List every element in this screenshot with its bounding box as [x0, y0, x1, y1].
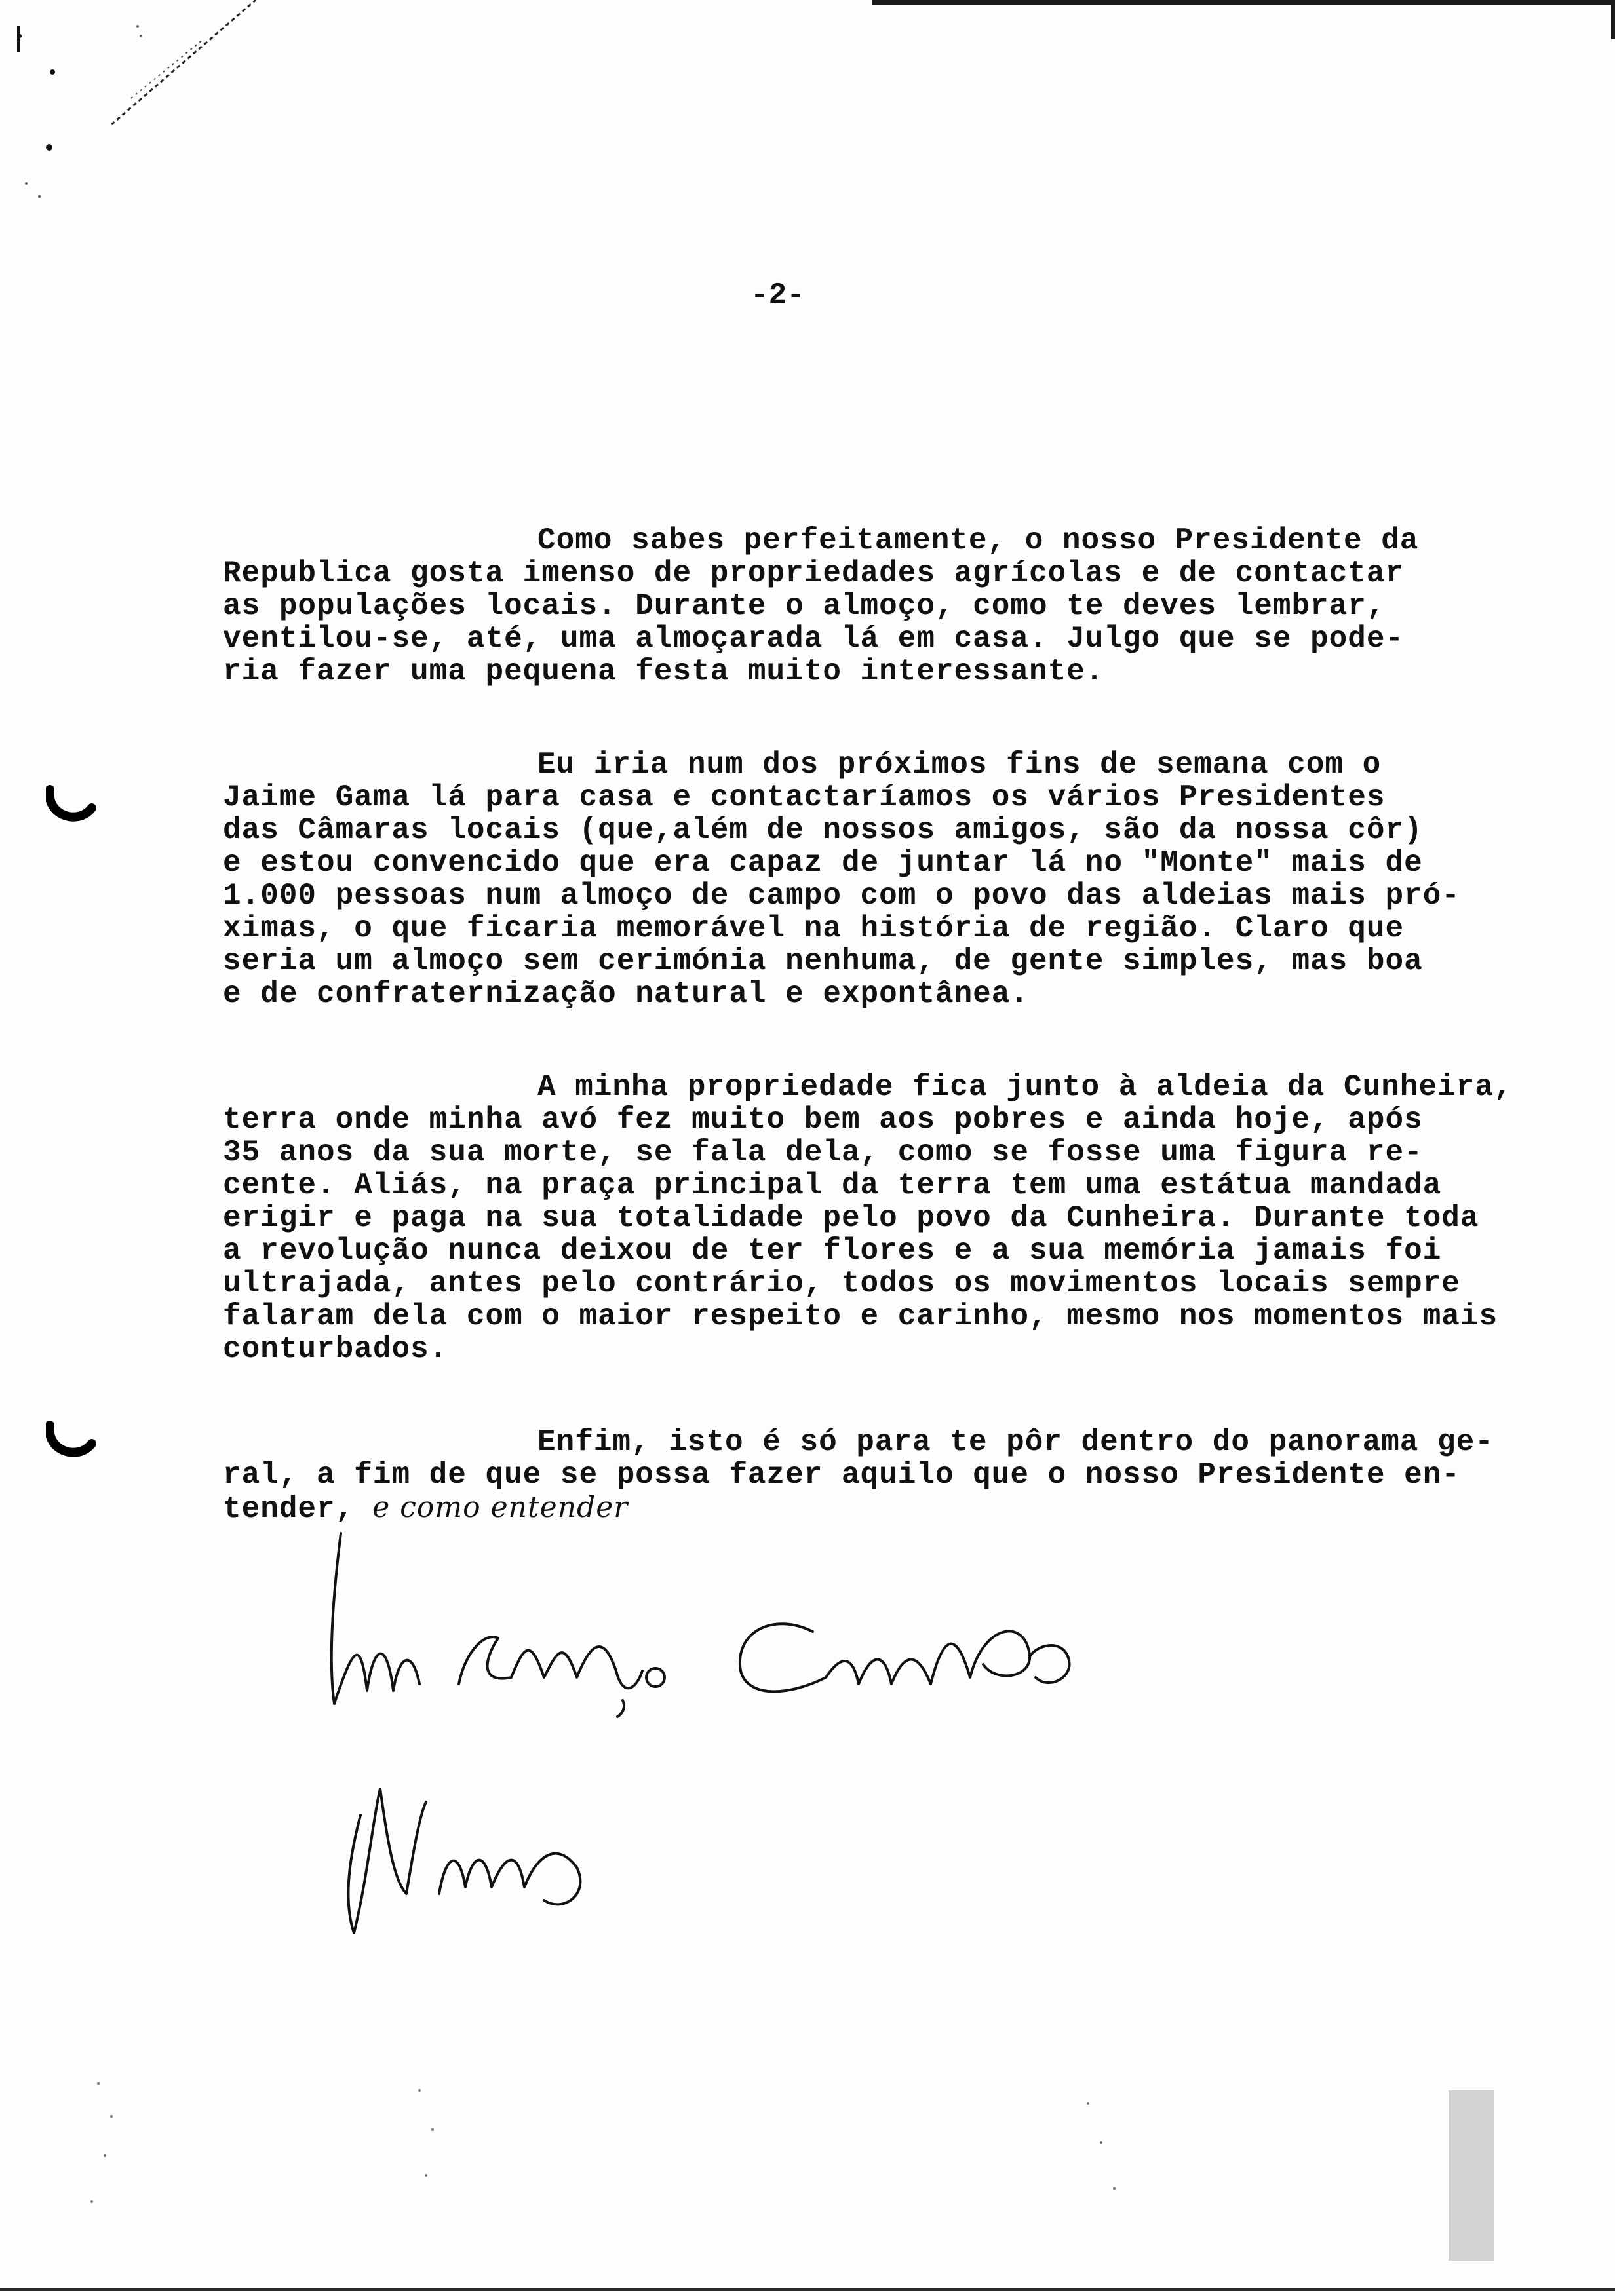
scan-noise-bottom	[0, 2064, 1615, 2287]
paragraph-2	[223, 748, 1527, 1010]
text-line: cente. Aliás, na praça principal da terra tem uma estátua mandada	[223, 1168, 1442, 1202]
paragraph-1	[223, 524, 1527, 688]
text-line: ral, a fim de que se possa fazer aquilo que o nosso Presidente en-	[223, 1458, 1460, 1492]
text-line: falaram dela com o maior respeito e carinho, mesmo nos momentos mais	[223, 1299, 1498, 1333]
text-line: A minha propriedade fica junto à aldeia da Cunheira,	[537, 1070, 1513, 1104]
letter-body	[223, 524, 1527, 1586]
hole-punch-mark-lower	[46, 1419, 98, 1464]
text-line: ventilou-se, até, uma almoçarada lá em casa. Julgo que se pode-	[223, 622, 1405, 656]
text-line: Enfim, isto é só para te pôr dentro do panorama ge-	[537, 1425, 1494, 1459]
text-line: Eu iria num dos próximos fins de semana com o	[537, 748, 1382, 782]
text-line-with-annotation	[223, 1491, 1527, 1525]
text-line: a revolução nunca deixou de ter flores e a sua memória jamais foi	[223, 1234, 1442, 1268]
text-line: ultrajada, antes pelo contrário, todos os movimentos locais sempre	[223, 1267, 1460, 1301]
hole-punch-mark-upper	[46, 783, 98, 829]
text-line: Jaime Gama lá para casa e contactaríamos os vários Presidentes	[223, 780, 1386, 814]
text-line: erigir e paga na sua totalidade pelo povo da Cunheira. Durante toda	[223, 1201, 1479, 1235]
scan-edge-bottom	[0, 2288, 1615, 2291]
text-line: Como sabes perfeitamente, o nosso Presidente da	[537, 524, 1419, 558]
text-line: tender,	[223, 1492, 355, 1526]
text-line: ximas, o que ficaria memorável na história de região. Claro que	[223, 911, 1405, 946]
handwritten-signature	[315, 1527, 1350, 1972]
text-line: seria um almoço sem cerimónia nenhuma, de gente simples, mas boa	[223, 944, 1423, 978]
text-line: e estou convencido que era capaz de juntar lá no "Monte" mais de	[223, 846, 1423, 880]
text-line: conturbados.	[223, 1332, 448, 1366]
handwritten-annotation: e como entender	[372, 1491, 629, 1524]
text-line: 35 anos da sua morte, se fala dela, como se fosse uma figura re-	[223, 1136, 1423, 1170]
paragraph-3	[223, 1071, 1527, 1366]
text-line: terra onde minha avó fez muito bem aos pobres e ainda hoje, após	[223, 1103, 1423, 1137]
scan-artifact-corner	[0, 0, 275, 210]
text-line: Republica gosta imenso de propriedades agrícolas e de contactar	[223, 556, 1405, 590]
text-line: das Câmaras locais (que,além de nossos amigos, são da nossa côr)	[223, 813, 1423, 847]
paragraph-4	[223, 1426, 1527, 1525]
scan-edge-right	[1611, 0, 1615, 39]
page-number: -2-	[750, 278, 805, 313]
text-line: as populações locais. Durante o almoço, como te deves lembrar,	[223, 589, 1386, 623]
scan-edge-top	[872, 0, 1615, 5]
text-line: 1.000 pessoas num almoço de campo com o povo das aldeias mais pró-	[223, 879, 1460, 913]
text-line: ria fazer uma pequena festa muito interessante.	[223, 655, 1104, 689]
text-line: e de confraternização natural e expontânea.	[223, 977, 1029, 1011]
